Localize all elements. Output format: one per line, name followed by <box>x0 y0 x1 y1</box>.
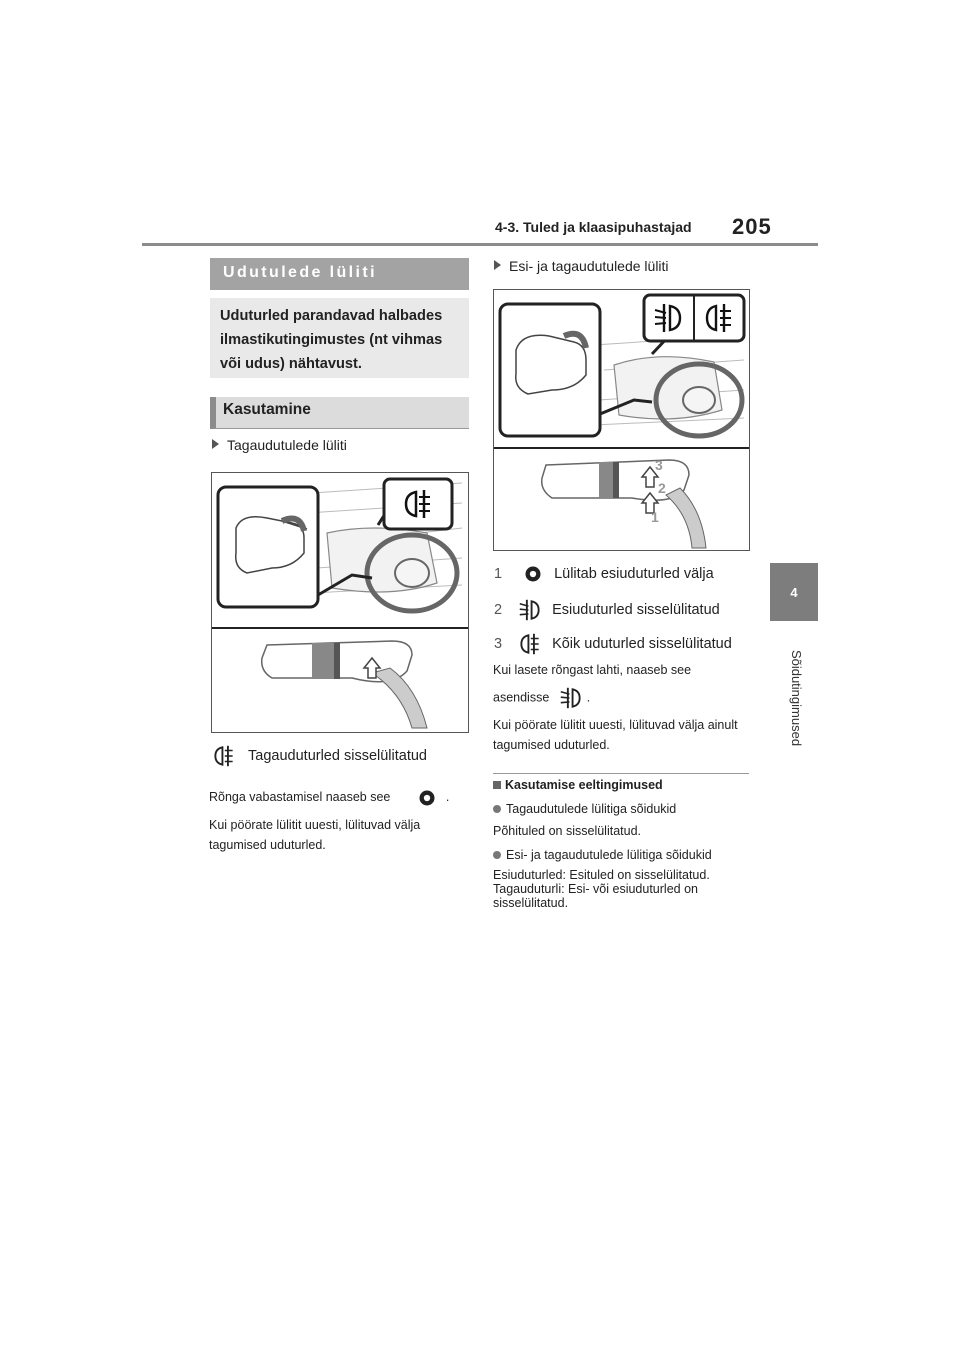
position-2-label: 2 <box>658 480 666 496</box>
page-number: 205 <box>732 214 772 239</box>
square-bullet-icon <box>493 781 501 789</box>
rear-fog-icon <box>212 745 236 767</box>
chapter-tab <box>770 563 818 621</box>
list-item-2: 2 Esiuduturled sisselülitatud <box>494 599 720 621</box>
header-rule <box>142 243 818 246</box>
rear-fog-icon <box>518 633 542 655</box>
section-heading: Udutulede lüliti <box>223 264 377 281</box>
intro-box <box>210 298 469 378</box>
rear-switch-heading: Tagaudutulede lüliti <box>212 437 347 453</box>
front-release-text-1: Kui lasete rõngast lahti, naaseb see <box>493 663 692 677</box>
position-3-label: 3 <box>655 457 663 473</box>
chapter-number: 4 <box>790 585 798 600</box>
front-rear-fog-switch-illustration <box>494 290 749 550</box>
chapter-label: Sõidutingimused <box>789 649 804 747</box>
rear-fog-switch-illustration <box>212 473 468 732</box>
arrow-bullet-icon <box>212 439 219 449</box>
fog-off-icon <box>522 564 544 584</box>
cond1-heading: Tagaudutulede lülitiga sõidukid <box>493 799 676 819</box>
rear-fog-switch-figure <box>211 472 469 733</box>
rear-again-text: Kui pöörate lülitit uuesti, lülituvad välja tagumised uduturled. <box>209 818 421 852</box>
cond2-heading: Esi- ja tagaudutulede lülitiga sõidukid <box>493 845 712 865</box>
dot-bullet-icon <box>493 851 501 859</box>
section-title: 4-3. Tuled ja klaasipuhastajad <box>495 219 692 235</box>
section-heading-box <box>210 258 469 290</box>
cond2-text <box>493 868 753 910</box>
front-fog-icon <box>518 599 542 621</box>
fog-off-icon <box>416 788 438 808</box>
rear-on-line: Tagauduturled sisselülitatud <box>212 745 427 767</box>
cond1-text: Põhituled on sisselülitatud. <box>493 824 642 838</box>
dot-bullet-icon <box>493 805 501 813</box>
subheading-box <box>210 397 469 429</box>
both-switch-heading: Esi- ja tagaudutulede lüliti <box>494 258 669 274</box>
cond2-text-1: Esiuduturled: Esituled on sisselülitatud. <box>493 868 710 882</box>
front-rear-fog-switch-figure <box>493 289 750 551</box>
rear-release-text: Rõnga vabastamisel naaseb see . <box>209 787 449 808</box>
front-again-text: Kui pöörate lülitit uuesti, lülituvad välja ainult tagumised uduturled. <box>493 718 738 752</box>
list-item-1: 1 Lülitab esiuduturled välja <box>494 564 714 584</box>
section-divider <box>493 773 749 774</box>
cond2-text-2: Tagauduturli: Esi- või esiuduturled on sisselülitatud. <box>493 882 698 910</box>
intro-text: Uduturled parandavad halbades ilmastikutingimustes (nt vihmas või udus) nähtavust. <box>220 308 443 372</box>
front-release-text-2: asendisse . <box>493 687 590 709</box>
subheading: Kasutamine <box>223 401 311 418</box>
arrow-bullet-icon <box>494 260 501 270</box>
conditions-heading: Kasutamise eeltingimused <box>493 778 663 792</box>
position-1-label: 1 <box>651 509 659 525</box>
list-item-3: 3 Kõik uduturled sisselülitatud <box>494 633 732 655</box>
front-fog-icon <box>559 687 583 709</box>
